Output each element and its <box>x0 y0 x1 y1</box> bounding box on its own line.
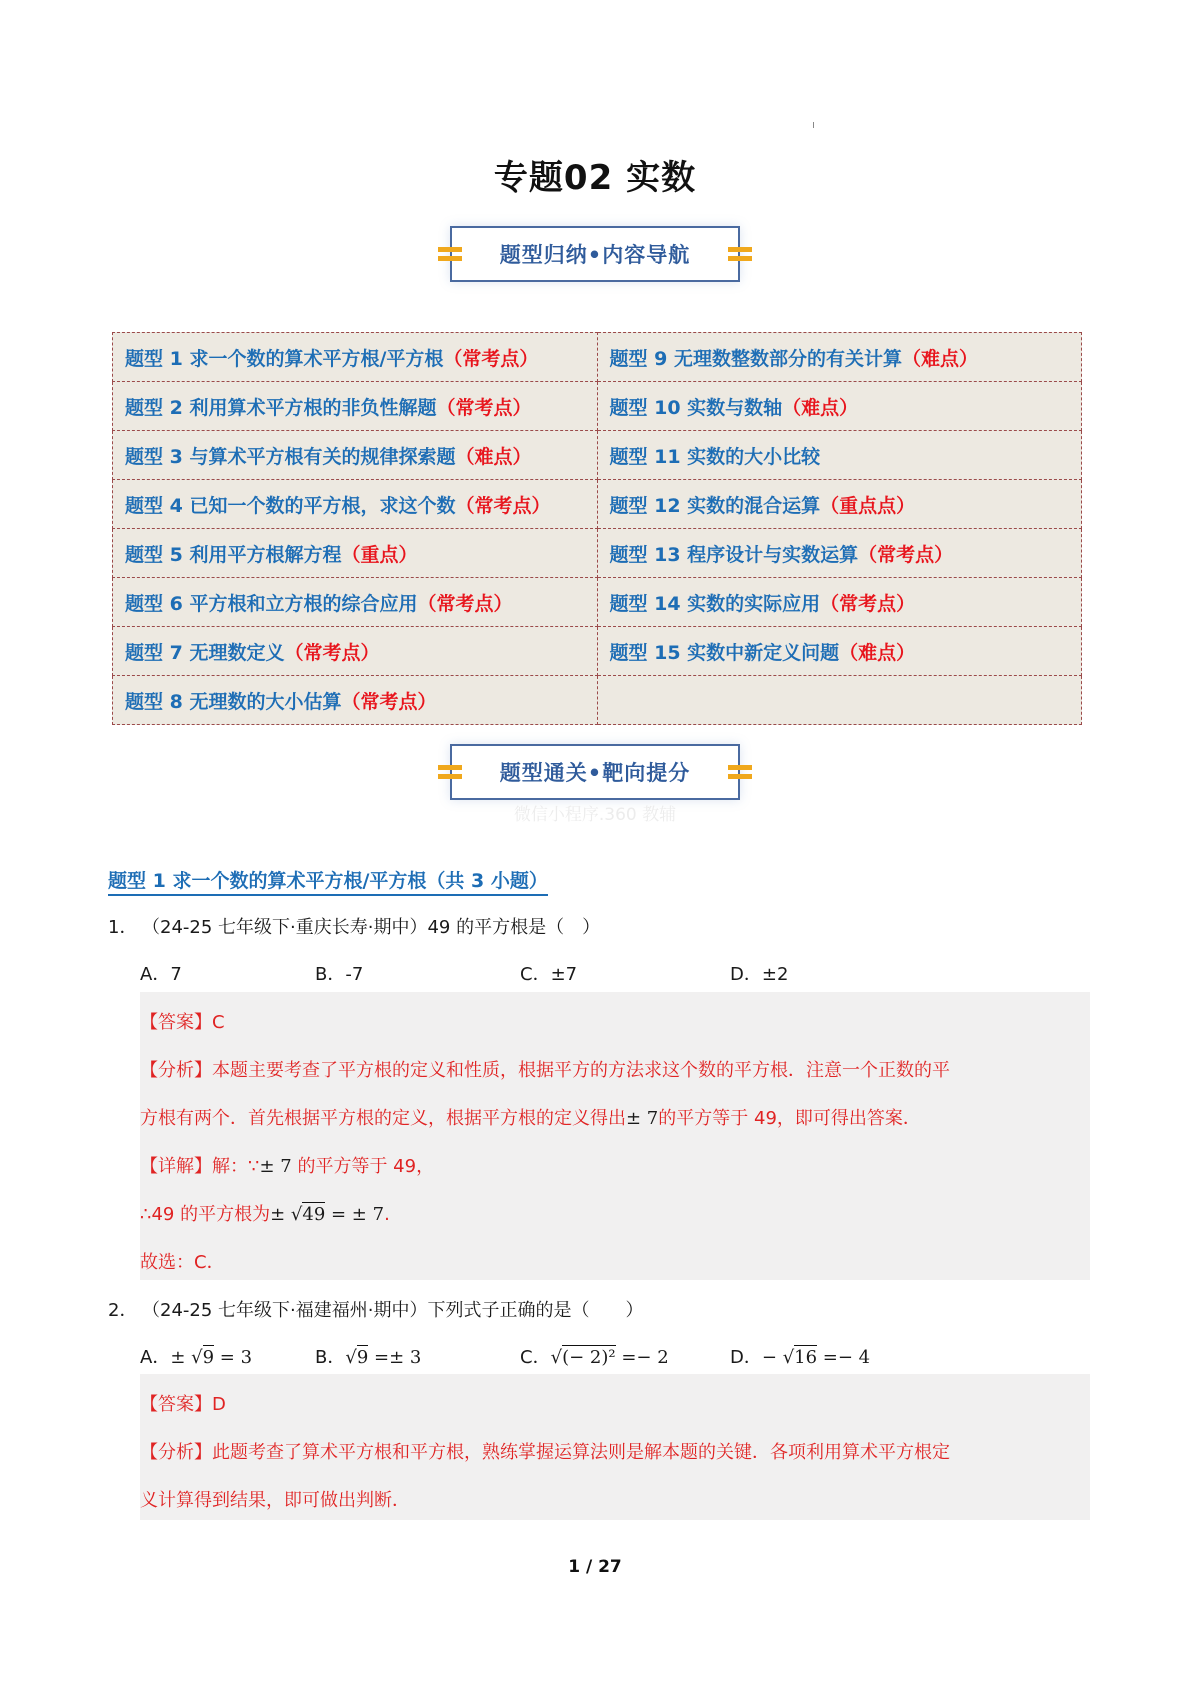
table-row <box>113 382 1082 431</box>
answer-line: 【答案】D <box>140 1394 226 1415</box>
difficulty-tag: （重点） <box>341 543 418 566</box>
topic-link-2[interactable]: 题型 2 利用算术平方根的非负性解题（常考点） <box>113 382 598 431</box>
watermark: 微信小程序.360 教辅 <box>513 805 677 825</box>
difficulty-tag: （常考点） <box>820 592 916 615</box>
topic-link-9[interactable]: 题型 9 无理数整数部分的有关计算（难点） <box>597 333 1082 382</box>
difficulty-tag: （常考点） <box>284 641 380 664</box>
difficulty-tag: （难点） <box>782 396 859 419</box>
sqrt-symbol-icon: √ <box>345 1347 357 1368</box>
banner-label: 题型归纳•内容导航 <box>499 243 691 267</box>
difficulty-tag: （常考点） <box>341 690 437 713</box>
topic-link-1[interactable]: 题型 1 求一个数的算术平方根/平方根（常考点） <box>113 333 598 382</box>
table-row <box>113 627 1082 676</box>
difficulty-tag: （难点） <box>901 347 978 370</box>
double-bar-icon <box>438 765 462 779</box>
banner-practice <box>450 744 740 800</box>
page-tick-mark <box>813 122 814 128</box>
difficulty-tag: （常考点） <box>455 494 551 517</box>
double-bar-icon <box>728 247 752 261</box>
question-number: 2． <box>108 1300 138 1321</box>
analysis-line-1: 【分析】此题考查了算术平方根和平方根，熟练掌握运算法则是解本题的关键．各项利用算术平方根定 <box>140 1442 950 1463</box>
banner-label: 题型通关•靶向提分 <box>499 761 691 785</box>
answer-line: 【答案】C <box>140 1012 225 1033</box>
question-2-stem <box>108 1296 643 1322</box>
topic-link-3[interactable]: 题型 3 与算术平方根有关的规律探索题（难点） <box>113 431 598 480</box>
table-row <box>113 676 1082 725</box>
topic-link-8[interactable]: 题型 8 无理数的大小估算（常考点） <box>113 676 598 725</box>
table-row <box>113 431 1082 480</box>
analysis-line-2: 方根有两个．首先根据平方根的定义，根据平方根的定义得出± 7的平方等于 49，即可得出答案． <box>140 1108 921 1129</box>
difficulty-tag: （常考点） <box>417 592 513 615</box>
question-number: 1． <box>108 917 138 938</box>
option-b: B．√9 =± 3 <box>315 1347 422 1368</box>
table-row <box>113 529 1082 578</box>
topic-link-4[interactable]: 题型 4 已知一个数的平方根，求这个数（常考点） <box>113 480 598 529</box>
question-1-answer-box <box>140 992 1090 1280</box>
topic-link-6[interactable]: 题型 6 平方根和立方根的综合应用（常考点） <box>113 578 598 627</box>
page-title: 专题02 实数 <box>493 158 697 198</box>
topic-link-15[interactable]: 题型 15 实数中新定义问题（难点） <box>597 627 1082 676</box>
sqrt-symbol-icon: √ <box>290 1204 303 1225</box>
option-d: D．− √16 =− 4 <box>730 1347 871 1368</box>
topic-link-12[interactable]: 题型 12 实数的混合运算（重点点） <box>597 480 1082 529</box>
topic-link-10[interactable]: 题型 10 实数与数轴（难点） <box>597 382 1082 431</box>
topic-link-7[interactable]: 题型 7 无理数定义（常考点） <box>113 627 598 676</box>
question-2-answer-box <box>140 1374 1090 1520</box>
difficulty-tag: （难点） <box>839 641 916 664</box>
banner-content-navigation <box>450 226 740 282</box>
table-row <box>113 578 1082 627</box>
topic-link-14[interactable]: 题型 14 实数的实际应用（常考点） <box>597 578 1082 627</box>
difficulty-tag: （重点点） <box>820 494 916 517</box>
difficulty-tag: （难点） <box>455 445 532 468</box>
option-c: C．±7 <box>520 964 578 985</box>
analysis-line-1: 【分析】本题主要考查了平方根的定义和性质，根据平方的方法求这个数的平方根．注意一个正数的平 <box>140 1060 950 1081</box>
double-bar-icon <box>728 765 752 779</box>
analysis-line-2: 义计算得到结果，即可做出判断． <box>140 1490 410 1511</box>
option-a: A．7 <box>140 964 182 985</box>
question-text: （24-25 七年级下·重庆长寿·期中）49 的平方根是（ ） <box>142 917 601 938</box>
option-c: C．√(− 2)² =− 2 <box>520 1347 669 1368</box>
option-a: A．± √9 = 3 <box>140 1347 253 1368</box>
option-d: D．±2 <box>730 964 789 985</box>
difficulty-tag: （常考点） <box>858 543 954 566</box>
detail-line-1: 【详解】解：∵± 7 的平方等于 49， <box>140 1156 435 1177</box>
topic-link-5[interactable]: 题型 5 利用平方根解方程（重点） <box>113 529 598 578</box>
sqrt-symbol-icon: √ <box>550 1347 563 1368</box>
topic-link-11[interactable]: 题型 11 实数的大小比较 <box>597 431 1082 480</box>
empty-cell <box>597 676 1082 725</box>
difficulty-tag: （常考点） <box>436 396 532 419</box>
double-bar-icon <box>438 247 462 261</box>
detail-line-2: ∴49 的平方根为± √49 = ± 7. <box>140 1204 390 1225</box>
question-text: （24-25 七年级下·福建福州·期中）下列式子正确的是（ ） <box>142 1300 644 1321</box>
sqrt-symbol-icon: √ <box>191 1347 203 1368</box>
question-1-stem <box>108 913 600 939</box>
difficulty-tag: （常考点） <box>443 347 539 370</box>
table-row <box>113 333 1082 382</box>
topic-link-13[interactable]: 题型 13 程序设计与实数运算（常考点） <box>597 529 1082 578</box>
table-row <box>113 480 1082 529</box>
topic-navigation-table <box>112 332 1082 725</box>
section-heading-topic-1[interactable]: 题型 1 求一个数的算术平方根/平方根（共 3 小题） <box>108 866 548 896</box>
sqrt-symbol-icon: √ <box>782 1347 795 1368</box>
option-b: B．-7 <box>315 964 364 985</box>
page-number: 1 / 27 <box>568 1557 622 1577</box>
choice-line: 故选：C． <box>140 1252 225 1273</box>
